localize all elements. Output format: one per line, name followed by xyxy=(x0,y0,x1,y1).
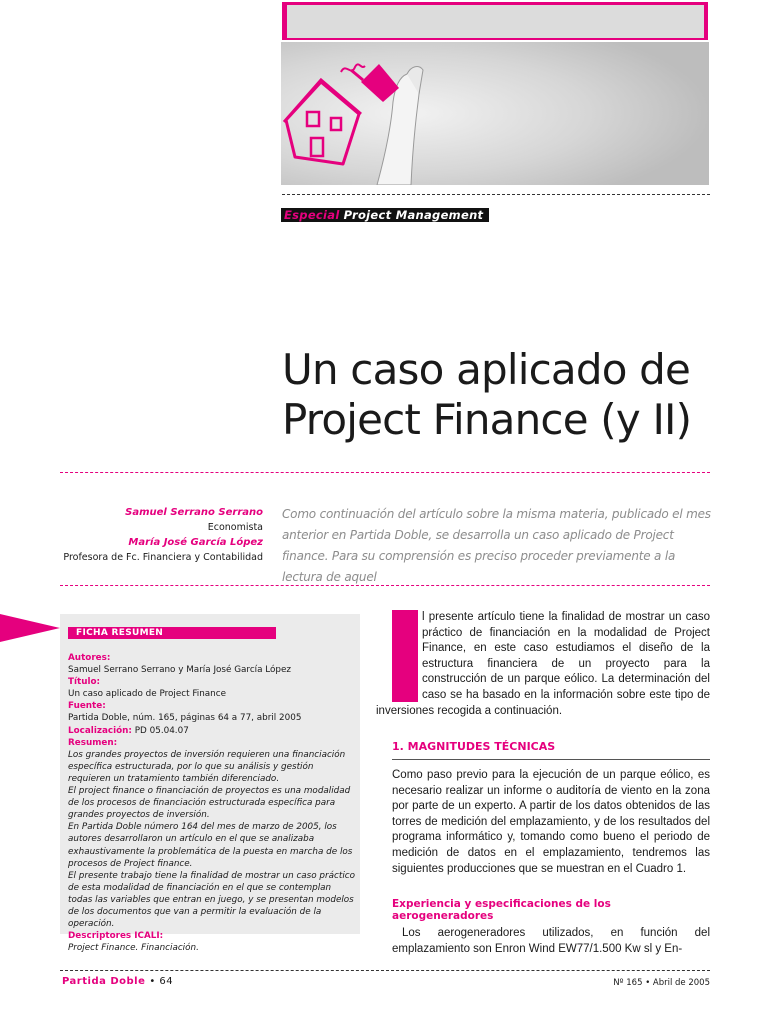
section-prefix: Especial xyxy=(284,208,340,222)
summary-value: Un caso aplicado de Project Finance xyxy=(68,689,226,700)
author-name: Samuel Serrano Serrano xyxy=(125,507,263,518)
subsection-heading: Experiencia y especificaciones de los aerogeneradores xyxy=(392,898,611,922)
footer-issue: Nº 165 • Abril de 2005 xyxy=(613,978,710,988)
section-heading: 1. MAGNITUDES TÉCNICAS xyxy=(392,740,556,753)
summary-heading: FICHA RESUMEN xyxy=(68,627,276,639)
summary-value: Project Finance. Financiación. xyxy=(68,943,199,954)
divider xyxy=(60,585,710,586)
section-name: Project Management xyxy=(343,208,484,222)
summary-label: Descriptores ICALI: xyxy=(68,931,164,942)
footer-magazine xyxy=(62,976,173,987)
divider xyxy=(282,194,710,195)
page-number: • 64 xyxy=(149,976,174,987)
summary-label: Autores: xyxy=(68,653,111,663)
arrow-icon xyxy=(0,614,60,642)
heading-rule xyxy=(392,759,710,760)
magazine-name: Partida Doble xyxy=(62,976,146,987)
author-role: Profesora de Fc. Financiera y Contabilidad xyxy=(63,552,263,563)
author-name: María José García López xyxy=(128,537,263,548)
summary-label: Resumen: xyxy=(68,737,118,748)
body-paragraph xyxy=(376,610,710,719)
summary-value: Partida Doble, núm. 165, páginas 64 a 77, abril 2005 xyxy=(68,713,302,724)
hero-illustration xyxy=(281,42,709,185)
section-tag xyxy=(281,208,489,222)
summary-paragraph: El project finance o financiación de proyectos es una modalidad de los procesos de financiación estructurada específica para grandes proyectos de inversión. xyxy=(68,786,351,821)
article-intro: Como continuación del artículo sobre la misma materia, publicado el mes anterior en Partida Doble, se desarrolla un caso aplicado de Project finance. Para su comprensión es preciso proceder previamente a la lectura de aquel xyxy=(282,507,711,584)
header-banner xyxy=(282,2,708,40)
title-line-1: Un caso aplicado de xyxy=(282,345,691,394)
summary-label: Localización: xyxy=(68,725,132,736)
summary-value: Samuel Serrano Serrano y María José García López xyxy=(68,665,292,676)
summary-paragraph: Los grandes proyectos de inversión requieren una financiación específica estructurada, por lo que su análisis y gestión requieren un tratamiento también diferenciado. xyxy=(68,749,346,784)
summary-content xyxy=(68,652,356,954)
divider xyxy=(60,970,710,971)
house-drawing-icon xyxy=(281,42,709,185)
title-line-2: Project Finance (y II) xyxy=(282,395,692,444)
summary-localizacion xyxy=(68,725,356,737)
body-paragraph-text: l presente artículo tiene la finalidad de mostrar un caso práctico de financiación en la modalidad de Project Finance, en este caso estudiamos el diseño de la estructura financiera de un proyecto para la construcción de un parque eólico. La determinación del caso se ha basado en la información sobre este tipo de inversiones recogida a continuación. xyxy=(376,611,710,717)
summary-paragraph: En Partida Doble número 164 del mes de marzo de 2005, los autores desarrollaron un artículo en el que se analizaba exhaustivamente la problemática de la puesta en marcha de los procesos de Project finance. xyxy=(68,822,353,869)
article-title xyxy=(282,345,712,445)
authors xyxy=(63,505,263,565)
summary-label: Título: xyxy=(68,677,101,688)
author-role: Economista xyxy=(207,522,263,533)
divider xyxy=(60,472,710,473)
summary-label: Fuente: xyxy=(68,701,106,712)
summary-value: PD 05.04.07 xyxy=(134,725,189,736)
summary-paragraph: El presente trabajo tiene la finalidad de mostrar un caso práctico de esta modalidad de financiación en el que se contemplan todas las variables que entran en juego, y se presentan modelos de los documentos que van a permitir la evaluación de la operación. xyxy=(68,870,355,930)
body-paragraph: Como paso previo para la ejecución de un parque eólico, es necesario realizar un informe o auditoría de viento en la zona por parte de un experto. A partir de los datos obtenidos de las torres de medición del emplazamiento, y de los resultados del programa informático y, tomando como bueno el periodo de medición de datos en el emplazamiento, tendremos las siguientes producciones que se muestran en el Cuadro 1. xyxy=(392,769,710,875)
body-paragraph: Los aerogeneradores utilizados, en función del emplazamiento son Enron Wind EW77/1.500 Kw sl y En- xyxy=(392,927,710,955)
